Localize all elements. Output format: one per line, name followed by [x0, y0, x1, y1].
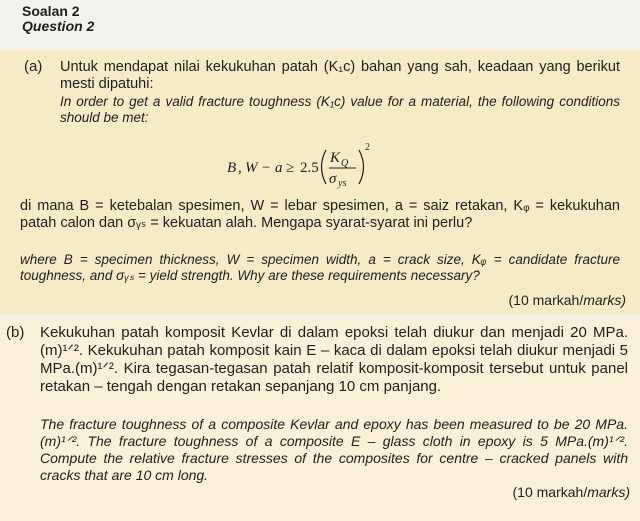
- part-b-label: (b): [6, 324, 25, 341]
- part-a-label: (a): [24, 58, 43, 75]
- svg-text:a: a: [275, 160, 283, 176]
- svg-text:W: W: [245, 160, 258, 176]
- svg-text:2: 2: [365, 142, 370, 153]
- part-b-marks: [513, 484, 630, 500]
- part-a-text-en: In order to get a valid fracture toughness (K₁c) value for a material, the following conditions should be met:: [60, 94, 620, 125]
- part-a-where-ms: di mana B = ketebalan spesimen, W = lebar spesimen, a = saiz retakan, Kᵩ = kekukuhan patah calon dan σᵧₛ = kekuatan alah. Mengapa syarat-syarat ini perlu?: [20, 198, 620, 231]
- svg-text:Q: Q: [341, 158, 349, 169]
- question-header: [22, 4, 94, 34]
- part-a-marks-en: marks): [583, 292, 626, 308]
- svg-text:−: −: [262, 160, 271, 176]
- part-b-text-en: The fracture toughness of a composite Kevlar and epoxy has been measured to be 20 MPa.(m)¹ᐟ². The fracture toughness of a composite E – glass cloth in epoxy is 5 MPa.(m)¹ᐟ². Compute the relative fracture stresses of the composites for centre – cracked panels with cracks that are 10 cm long.: [40, 416, 628, 483]
- validity-formula: [225, 135, 425, 195]
- part-b-text-ms: Kekukuhan patah komposit Kevlar di dalam epoksi telah diukur dan menjadi 20 MPa.(m)¹ᐟ². Kekukuhan patah komposit kain E – kaca di dalam epoksi telah diukur menjadi 5 MPa.(m)¹ᐟ². Kira tegasan-tegasan patah relatif komposit-komposit tersebut untuk panel retakan – tengah dengan retakan sepanjang 10 cm panjang.: [40, 324, 628, 395]
- svg-text:2.5: 2.5: [300, 160, 319, 176]
- question-title-en: Question 2: [22, 18, 95, 34]
- formula-svg: [225, 135, 425, 195]
- part-a-text-ms: Untuk mendapat nilai kekukuhan patah (K₁c) bahan yang sah, keadaan yang berikut mesti dipatuhi:: [60, 59, 620, 92]
- svg-text:B: B: [227, 160, 237, 176]
- svg-text:ys: ys: [338, 178, 347, 189]
- part-a-marks: [509, 292, 626, 308]
- question-title-ms: Soalan 2: [22, 3, 80, 19]
- svg-text:K: K: [330, 150, 341, 166]
- part-a-marks-ms: (10 markah/: [508, 292, 584, 308]
- svg-text:≥: ≥: [286, 160, 295, 176]
- part-b-marks-ms: (10 markah/: [512, 484, 588, 500]
- part-b-marks-en: marks): [587, 484, 630, 500]
- part-a: [0, 50, 640, 315]
- part-b: [0, 318, 640, 521]
- svg-text:,: ,: [238, 160, 242, 176]
- svg-text:σ: σ: [329, 171, 337, 187]
- part-a-where-en: where B = specimen thickness, W = specimen width, a = crack size, Kᵩ = candidate fracture toughness, and σᵧₛ = yield strength. Why are these requirements necessary?: [20, 252, 620, 283]
